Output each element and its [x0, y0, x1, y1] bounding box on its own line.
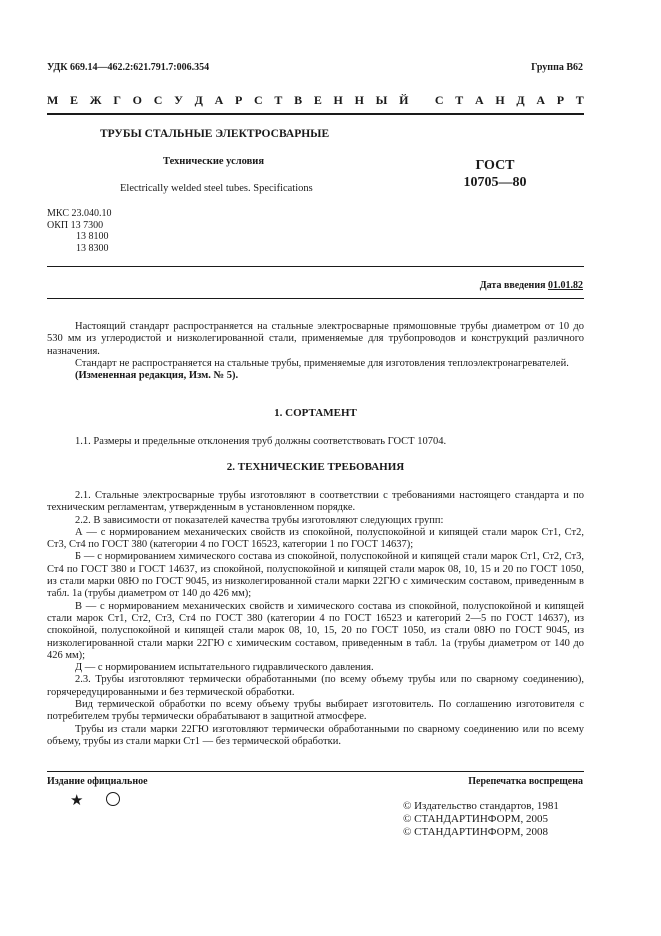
standard-type-letter: Т [274, 93, 283, 107]
intro-text [47, 321, 584, 382]
footer-rule [47, 771, 584, 772]
standard-type-letter: Н [495, 93, 505, 107]
standard-type-letter: Г [113, 93, 121, 107]
section-1-paragraph-1: 1.1. Размеры и предельные отклонения труб должны соответствовать ГОСТ 10704. [75, 436, 447, 447]
standard-type-letter: У [174, 93, 183, 107]
standard-type-letter: Ж [89, 93, 102, 107]
section-2-paragraph-5: В — с нормированием механических свойств и химического состава из спокойной, полуспокойной и кипящей стали марок Ст1, Ст2, Ст3, Ст4 по ГОСТ 380 (категории 4 по ГОСТ 16523 и категорий 2—5 по ГОСТ 14637), из спокойной, полуспокойной и кипящей стали марок 08, 10, 15, 20 по ГОСТ 1050, из стали 08Ю по ГОСТ 9045, из низколегированной стали марки 22ГЮ с химическим составом, приведенным в табл. 1а (трубы диаметром от 140 до 426 мм); [47, 600, 584, 661]
standard-type-letter: Е [70, 93, 79, 107]
circle-icon [106, 792, 120, 806]
section-2-heading: 2. ТЕХНИЧЕСКИЕ ТРЕБОВАНИЯ [226, 461, 405, 473]
okp-code-2: 13 8100 [76, 231, 109, 242]
standard-type-letter: А [536, 93, 546, 107]
introduction-date-label: Дата введения [479, 280, 546, 291]
date-rule [47, 298, 584, 299]
section-2-paragraph-9: Трубы из стали марки 22ГЮ изготовляют термически обработанными по сварному соединению или по всему объему, трубы из стали марки Ст1 — без термической обработки. [47, 723, 584, 747]
standard-type-letter: С [254, 93, 263, 107]
standard-type-letter: С [153, 93, 163, 107]
standard-type-letter: А [214, 93, 224, 107]
section-2-paragraph-4: Б — с нормированием химического состава из спокойной, полуспокойной и кипящей стали марок Ст1, Ст2, Ст3, Ст4 по ГОСТ 380 и ГОСТ 14637, из спокойной, полуспокойной и кипящей стали марок 08, 10, 15 и 20 по ГОСТ 1050, из стали марки 08Ю по ГОСТ 9045, из низколегированной стали марки 22ГЮ с химическим составом, приведенным в табл. 1а (трубы диаметром от 140 до 426 мм); [47, 551, 584, 600]
standard-type-letter: Д [194, 93, 203, 107]
gost-label: ГОСТ [475, 158, 515, 173]
section-2-paragraph-1: 2.1. Стальные электросварные трубы изготовляют в соответствии с требованиями настоящего стандарта и по техническим регламентам, утвержденным в установленном порядке. [47, 490, 584, 514]
standard-type-letter: В [294, 93, 303, 107]
section-2-paragraph-8: Вид термической обработки по всему объему трубы выбирает изготовитель. По соглашению изготовителя с потребителем трубы термически обрабатывают в защитной атмосфере. [47, 699, 584, 723]
star-icon: ★ [70, 793, 84, 809]
standard-type-letter: Й [399, 93, 409, 107]
udk-code: УДК 669.14—462.2:621.791.7:006.354 [47, 62, 210, 73]
section-2-paragraph-7: 2.3. Трубы изготовляют термически обработанными (по всему объему трубы или по сварному соединению), горячередуцированными и без термической обработки. [47, 674, 584, 698]
standard-type-letter: А [474, 93, 484, 107]
intro-paragraph-1: Настоящий стандарт распространяется на стальные электросварные прямошовные трубы диаметром от 10 до 530 мм из углеродистой и низколегированной стали, применяемые для трубопроводов и конструкций различного назначения. [47, 321, 584, 357]
mks-code: МКС 23.040.10 [47, 208, 112, 219]
gost-designation [450, 157, 540, 191]
standard-type-letter: Н [354, 93, 364, 107]
introduction-date-value: 01.01.82 [548, 280, 583, 291]
intro-amendment: (Измененная редакция, Изм. № 5). [75, 370, 239, 382]
reprint-prohibited-note: Перепечатка воспрещена [468, 776, 583, 787]
copyright-2005: © СТАНДАРТИНФОРМ, 2005 [403, 813, 548, 825]
standard-type-letter: Е [313, 93, 322, 107]
copyright-2008: © СТАНДАРТИНФОРМ, 2008 [403, 826, 548, 838]
section-2-paragraph-3: А — с нормированием механических свойств из спокойной, полуспокойной и кипящей стали марок Ст1, Ст2, Ст3, Ст4 по ГОСТ 380 (категории 4 по ГОСТ 16523, категории 1 по ГОСТ 14637); [47, 526, 584, 551]
classification-codes [47, 208, 111, 254]
codes-rule [47, 266, 584, 267]
standard-type-heading [47, 93, 584, 108]
section-2-text [47, 490, 584, 748]
copyright-1981: © Издательство стандартов, 1981 [403, 800, 559, 812]
okp-code-3: 13 8300 [76, 242, 109, 254]
standard-type-letter: Д [516, 93, 525, 107]
intro-paragraph-2: Стандарт не распространяется на стальные трубы, применяемые для изготовления теплоэлектронагревателей. [75, 357, 569, 369]
standard-type-letter: Т [455, 93, 464, 107]
standard-type-letter: Р [556, 93, 565, 107]
section-1-heading: 1. СОРТАМЕНТ [274, 407, 357, 419]
standard-type-letter: О [132, 93, 143, 107]
standard-type-letter: М [47, 93, 59, 107]
standard-type-letter: Р [234, 93, 243, 107]
okp-code: ОКП 13 7300 [47, 219, 104, 231]
introduction-date [480, 280, 583, 291]
standard-type-letter: Т [575, 93, 584, 107]
gost-number: 10705—80 [463, 175, 527, 190]
standard-type-letter [420, 93, 423, 108]
section-2-paragraph-6: Д — с нормированием испытательного гидравлического давления. [75, 662, 374, 674]
official-edition-note: Издание официальное [47, 776, 148, 787]
english-title: Electrically welded steel tubes. Specifications [120, 183, 313, 194]
section-1-text [47, 436, 584, 448]
standard-type-letter: С [434, 93, 444, 107]
document-title: ТРУБЫ СТАЛЬНЫЕ ЭЛЕКТРОСВАРНЫЕ [100, 128, 330, 140]
header-rule [47, 113, 584, 115]
document-subtitle: Технические условия [163, 156, 265, 167]
standard-type-letter: Ы [375, 93, 388, 107]
section-2-paragraph-2: 2.2. В зависимости от показателей качества трубы изготовляют следующих групп: [75, 514, 444, 526]
group-code: Группа В62 [531, 62, 583, 73]
standard-type-letter: Н [333, 93, 343, 107]
